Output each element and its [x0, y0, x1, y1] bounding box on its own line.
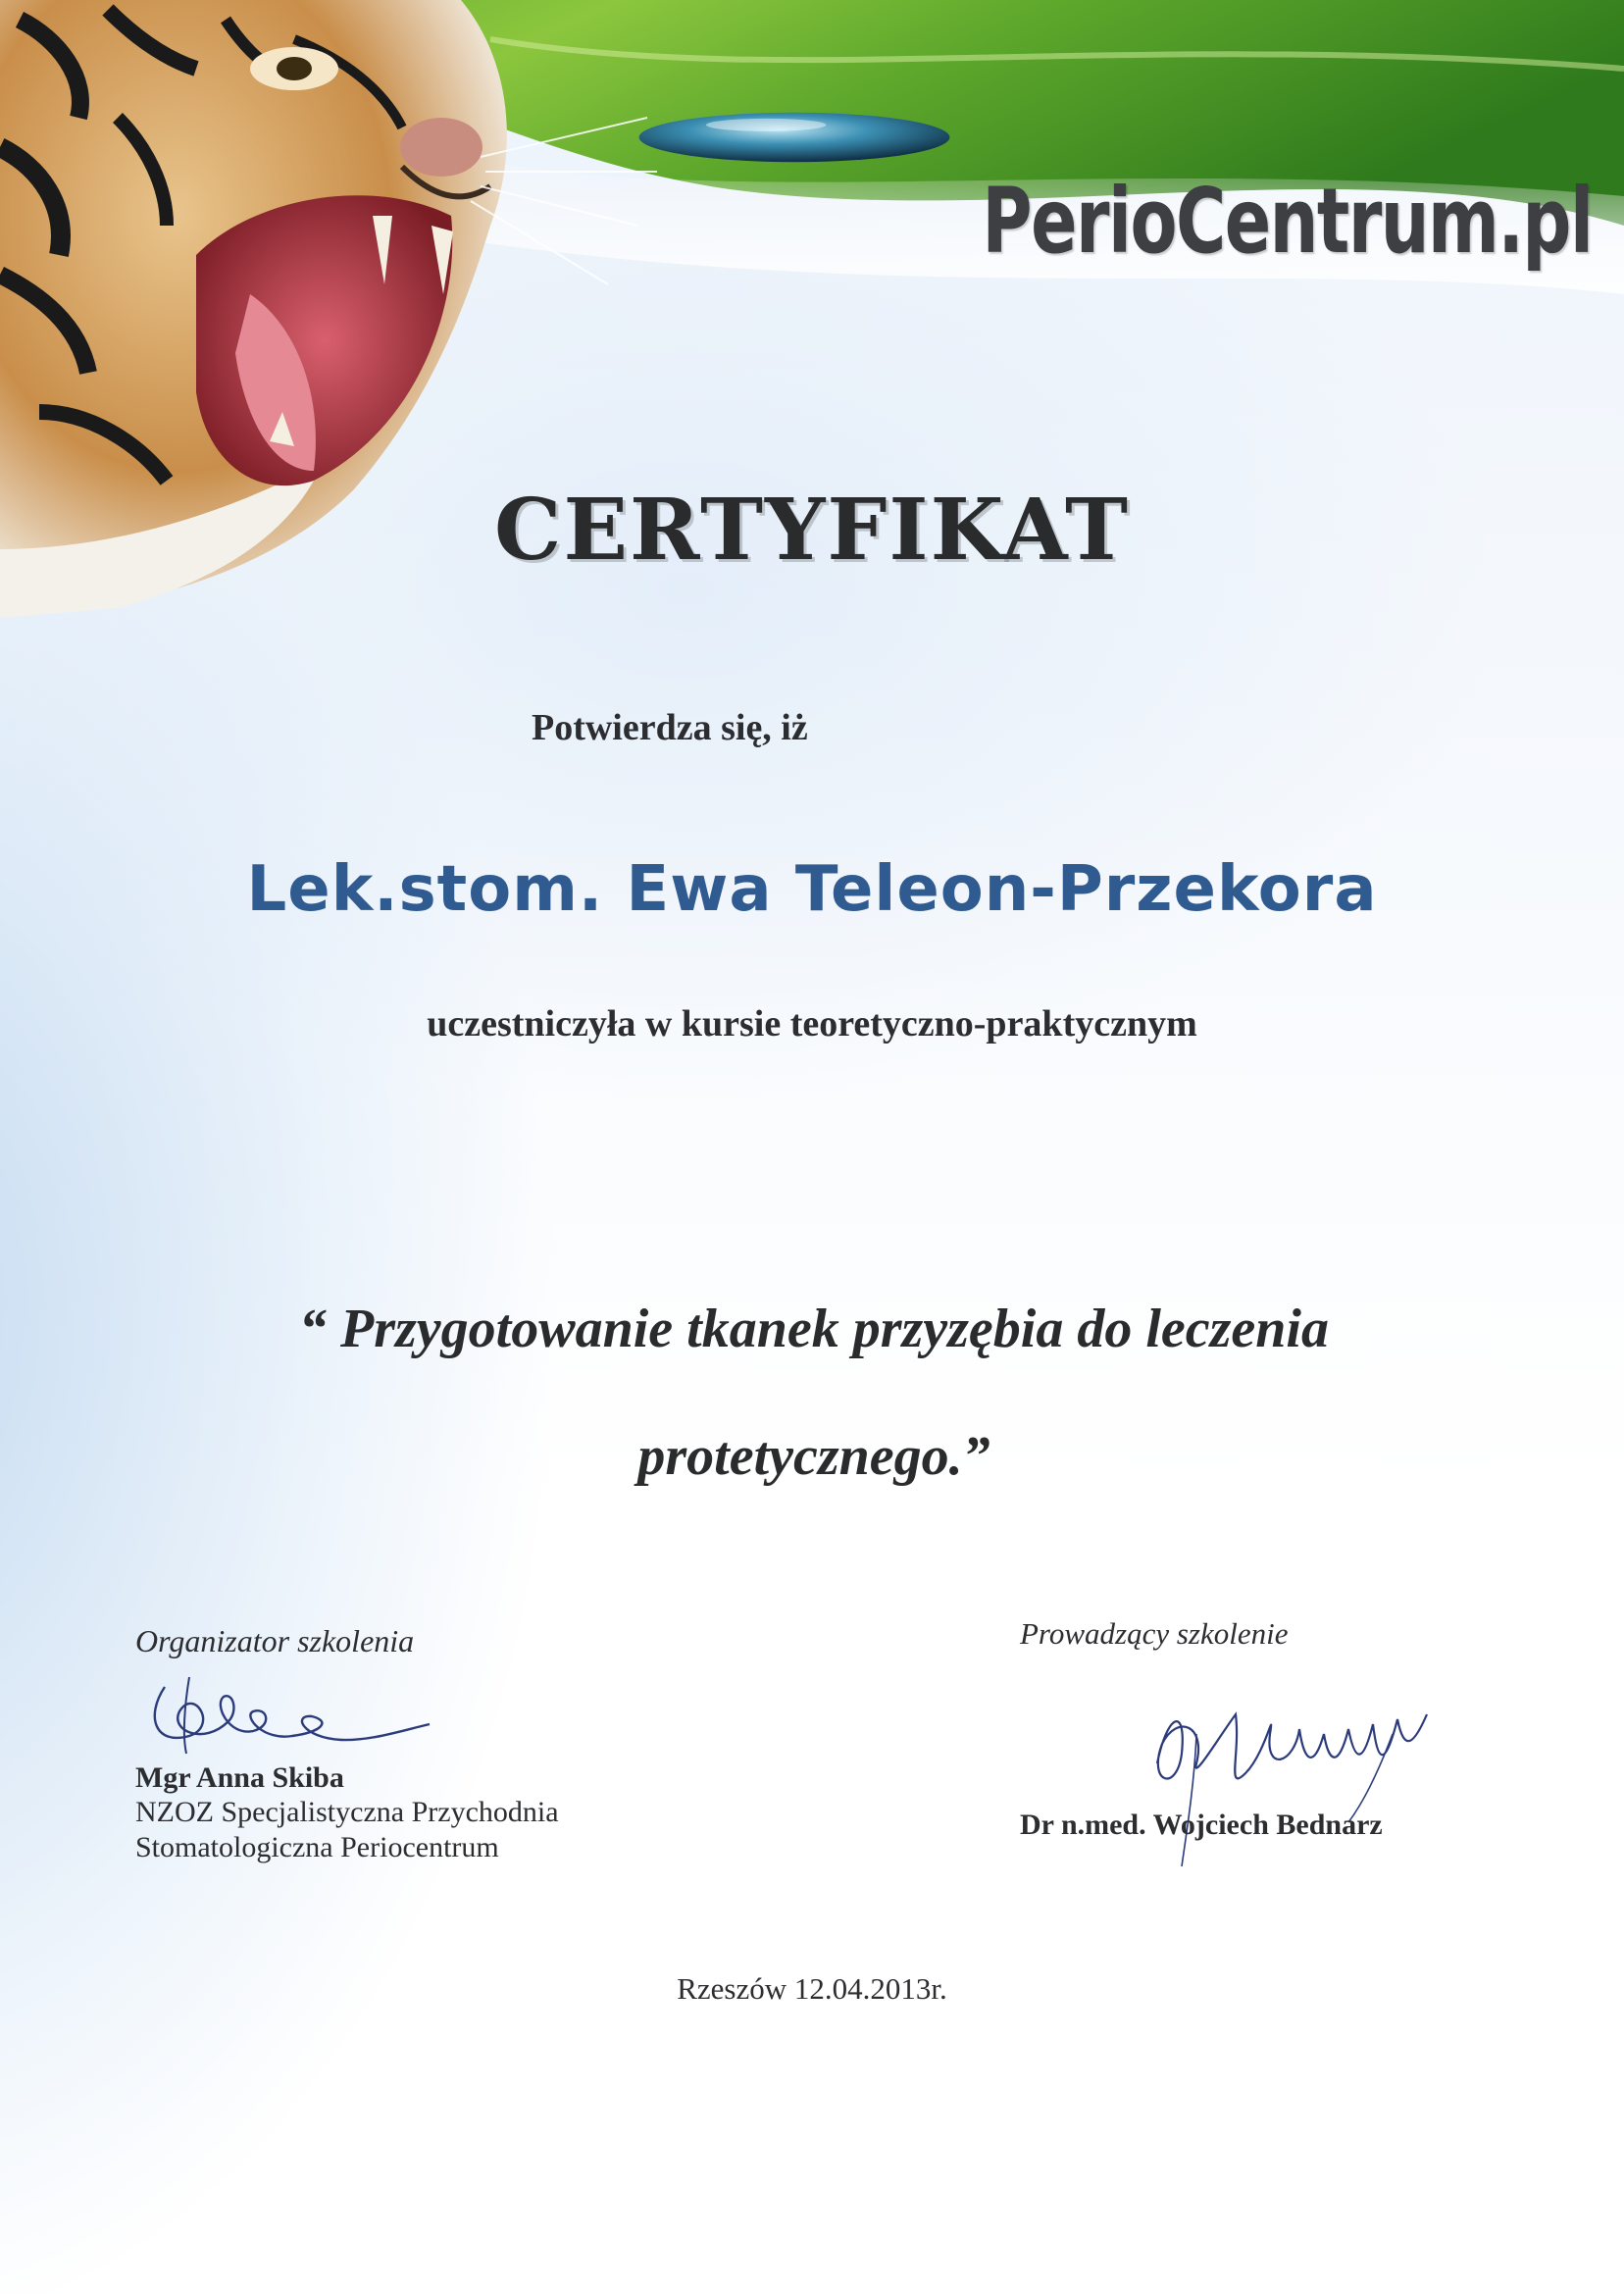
organizer-signature-block	[135, 1623, 685, 1865]
organizer-org-line-1: NZOZ Specjalistyczna Przychodnia	[135, 1796, 559, 1828]
organizer-role: Organizator szkolenia	[135, 1623, 415, 1658]
brand-logo-sphere	[618, 20, 971, 255]
brand-logo-text: PerioCentrum.pl	[982, 169, 1592, 274]
course-title-line-1: “ Przygotowanie tkanek przyzębia do leczenia	[299, 1299, 1329, 1359]
course-title	[118, 1265, 1510, 1520]
organizer-handwritten-signature	[135, 1667, 449, 1756]
participation-text: uczestniczyła w kursie teoretyczno-praktycznym	[427, 1003, 1197, 1045]
recipient-name: Lek.stom. Ewa Teleon-Przekora	[246, 853, 1378, 926]
instructor-role: Prowadzący szkolenie	[1020, 1616, 1289, 1651]
instructor-handwritten-signature	[1128, 1675, 1451, 1871]
course-title-line-2: protetycznego.”	[637, 1426, 990, 1487]
confirmation-text: Potwierdza się, iż	[532, 707, 808, 748]
certificate-title: CERTYFIKAT	[494, 481, 1130, 580]
organizer-name: Mgr Anna Skiba	[135, 1761, 344, 1794]
instructor-signature-block	[1020, 1616, 1510, 1842]
place-and-date: Rzeszów 12.04.2013r.	[677, 1971, 947, 2006]
instructor-name: Dr n.med. Wojciech Bednarz	[1020, 1809, 1383, 1841]
organizer-org-line-2: Stomatologiczna Periocentrum	[135, 1831, 499, 1863]
